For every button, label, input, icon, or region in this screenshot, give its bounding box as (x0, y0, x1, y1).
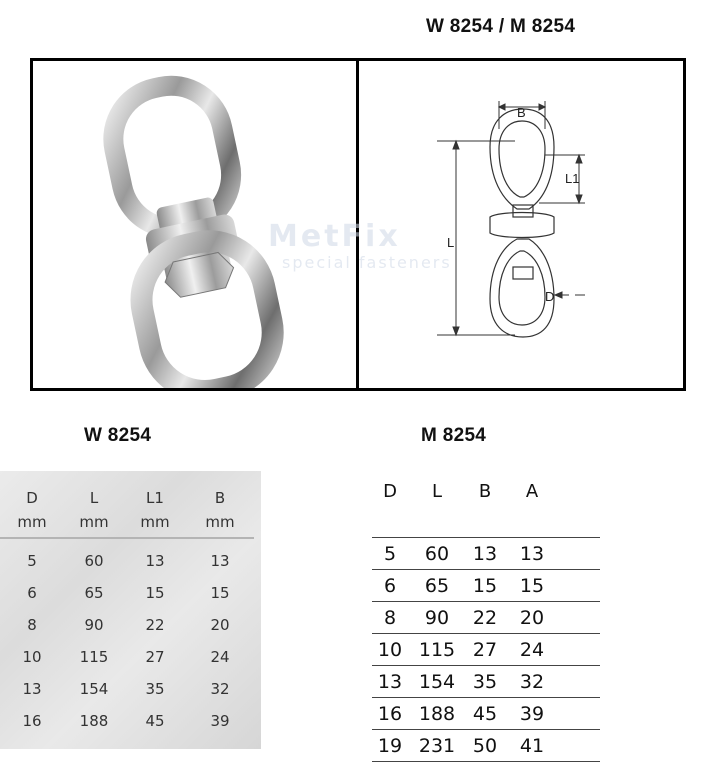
table-cell: 13 (519, 542, 545, 565)
table-cell: 20 (210, 616, 230, 634)
table-cell: 10 (22, 648, 42, 666)
dimension-label-l: L (447, 235, 455, 250)
svg-text:special fasteners: special fasteners (282, 253, 452, 272)
table-cell: 10 (377, 638, 403, 661)
table-cell: 15 (145, 584, 165, 602)
table-cell: 32 (519, 670, 545, 693)
table-cell: 60 (424, 542, 450, 565)
m-table-row (372, 538, 600, 570)
m-table-row (372, 698, 600, 730)
w-table-row (0, 538, 254, 577)
w-unit: mm (140, 513, 170, 531)
table-cell: 50 (472, 734, 498, 757)
w-header-l: L (89, 489, 99, 507)
table-cell: 60 (84, 552, 104, 570)
table-cell: 5 (383, 542, 397, 565)
watermark-logo (150, 210, 510, 274)
table-cell: 24 (210, 648, 230, 666)
table-cell: 13 (22, 680, 42, 698)
table-cell: 188 (79, 712, 109, 730)
table-cell: 45 (472, 702, 498, 725)
m-table-row (372, 570, 600, 602)
table-cell: 6 (27, 584, 37, 602)
table-cell: 188 (418, 702, 456, 725)
w-table-row (0, 705, 254, 737)
table-cell: 39 (210, 712, 230, 730)
table-cell: 32 (210, 680, 230, 698)
table-cell: 8 (383, 606, 397, 629)
w-table-row (0, 577, 254, 609)
table-cell: 22 (145, 616, 165, 634)
table-cell: 16 (377, 702, 403, 725)
w-table-row (0, 609, 254, 641)
m-table-row (372, 666, 600, 698)
dimension-label-d: D (545, 289, 555, 304)
m-table-row (372, 730, 600, 762)
m-table-title: M 8254 (421, 425, 487, 446)
table-cell: 15 (210, 584, 230, 602)
page-title: W 8254 / M 8254 (426, 16, 576, 37)
table-cell: 41 (519, 734, 545, 757)
table-cell: 27 (145, 648, 165, 666)
table-cell: 8 (27, 616, 37, 634)
w-table-panel (0, 471, 261, 749)
m-header-b: B (478, 480, 492, 502)
table-cell: 13 (145, 552, 165, 570)
table-cell: 35 (145, 680, 165, 698)
table-cell: 5 (27, 552, 37, 570)
m-dimension-table (372, 477, 600, 762)
table-cell: 65 (84, 584, 104, 602)
table-cell: 90 (424, 606, 450, 629)
w-table-title: W 8254 (84, 425, 152, 446)
w-unit: mm (17, 513, 47, 531)
table-cell: 231 (418, 734, 456, 757)
w-header-b: B (214, 489, 226, 507)
table-cell: 15 (519, 574, 545, 597)
w-unit: mm (205, 513, 235, 531)
table-cell: 6 (383, 574, 397, 597)
m-header-l: L (431, 480, 443, 502)
table-cell: 45 (145, 712, 165, 730)
table-cell: 39 (519, 702, 545, 725)
table-cell: 24 (519, 638, 545, 661)
table-cell: 90 (84, 616, 104, 634)
table-cell: 154 (418, 670, 456, 693)
dimension-label-b: B (517, 105, 526, 120)
m-table-row (372, 634, 600, 666)
w-table-row (0, 641, 254, 673)
m-header-d: D (383, 480, 397, 502)
table-cell: 154 (79, 680, 109, 698)
w-dimension-table (0, 471, 254, 737)
m-header-a: A (525, 480, 539, 502)
table-cell: 35 (472, 670, 498, 693)
table-cell: 13 (472, 542, 498, 565)
dimension-label-l1: L1 (565, 171, 580, 186)
table-cell: 115 (418, 638, 456, 661)
table-cell: 115 (79, 648, 109, 666)
table-cell: 13 (377, 670, 403, 693)
w-unit: mm (79, 513, 109, 531)
svg-text:MetFix: MetFix (268, 219, 401, 254)
m-table-row (372, 602, 600, 634)
table-cell: 22 (472, 606, 498, 629)
table-cell: 20 (519, 606, 545, 629)
table-cell: 65 (424, 574, 450, 597)
table-cell: 19 (377, 734, 403, 757)
w-table-row (0, 673, 254, 705)
w-header-l1: L1 (146, 489, 164, 507)
table-cell: 13 (210, 552, 230, 570)
table-cell: 16 (22, 712, 42, 730)
table-cell: 27 (472, 638, 498, 661)
w-header-d: D (26, 489, 38, 507)
table-cell: 15 (472, 574, 498, 597)
